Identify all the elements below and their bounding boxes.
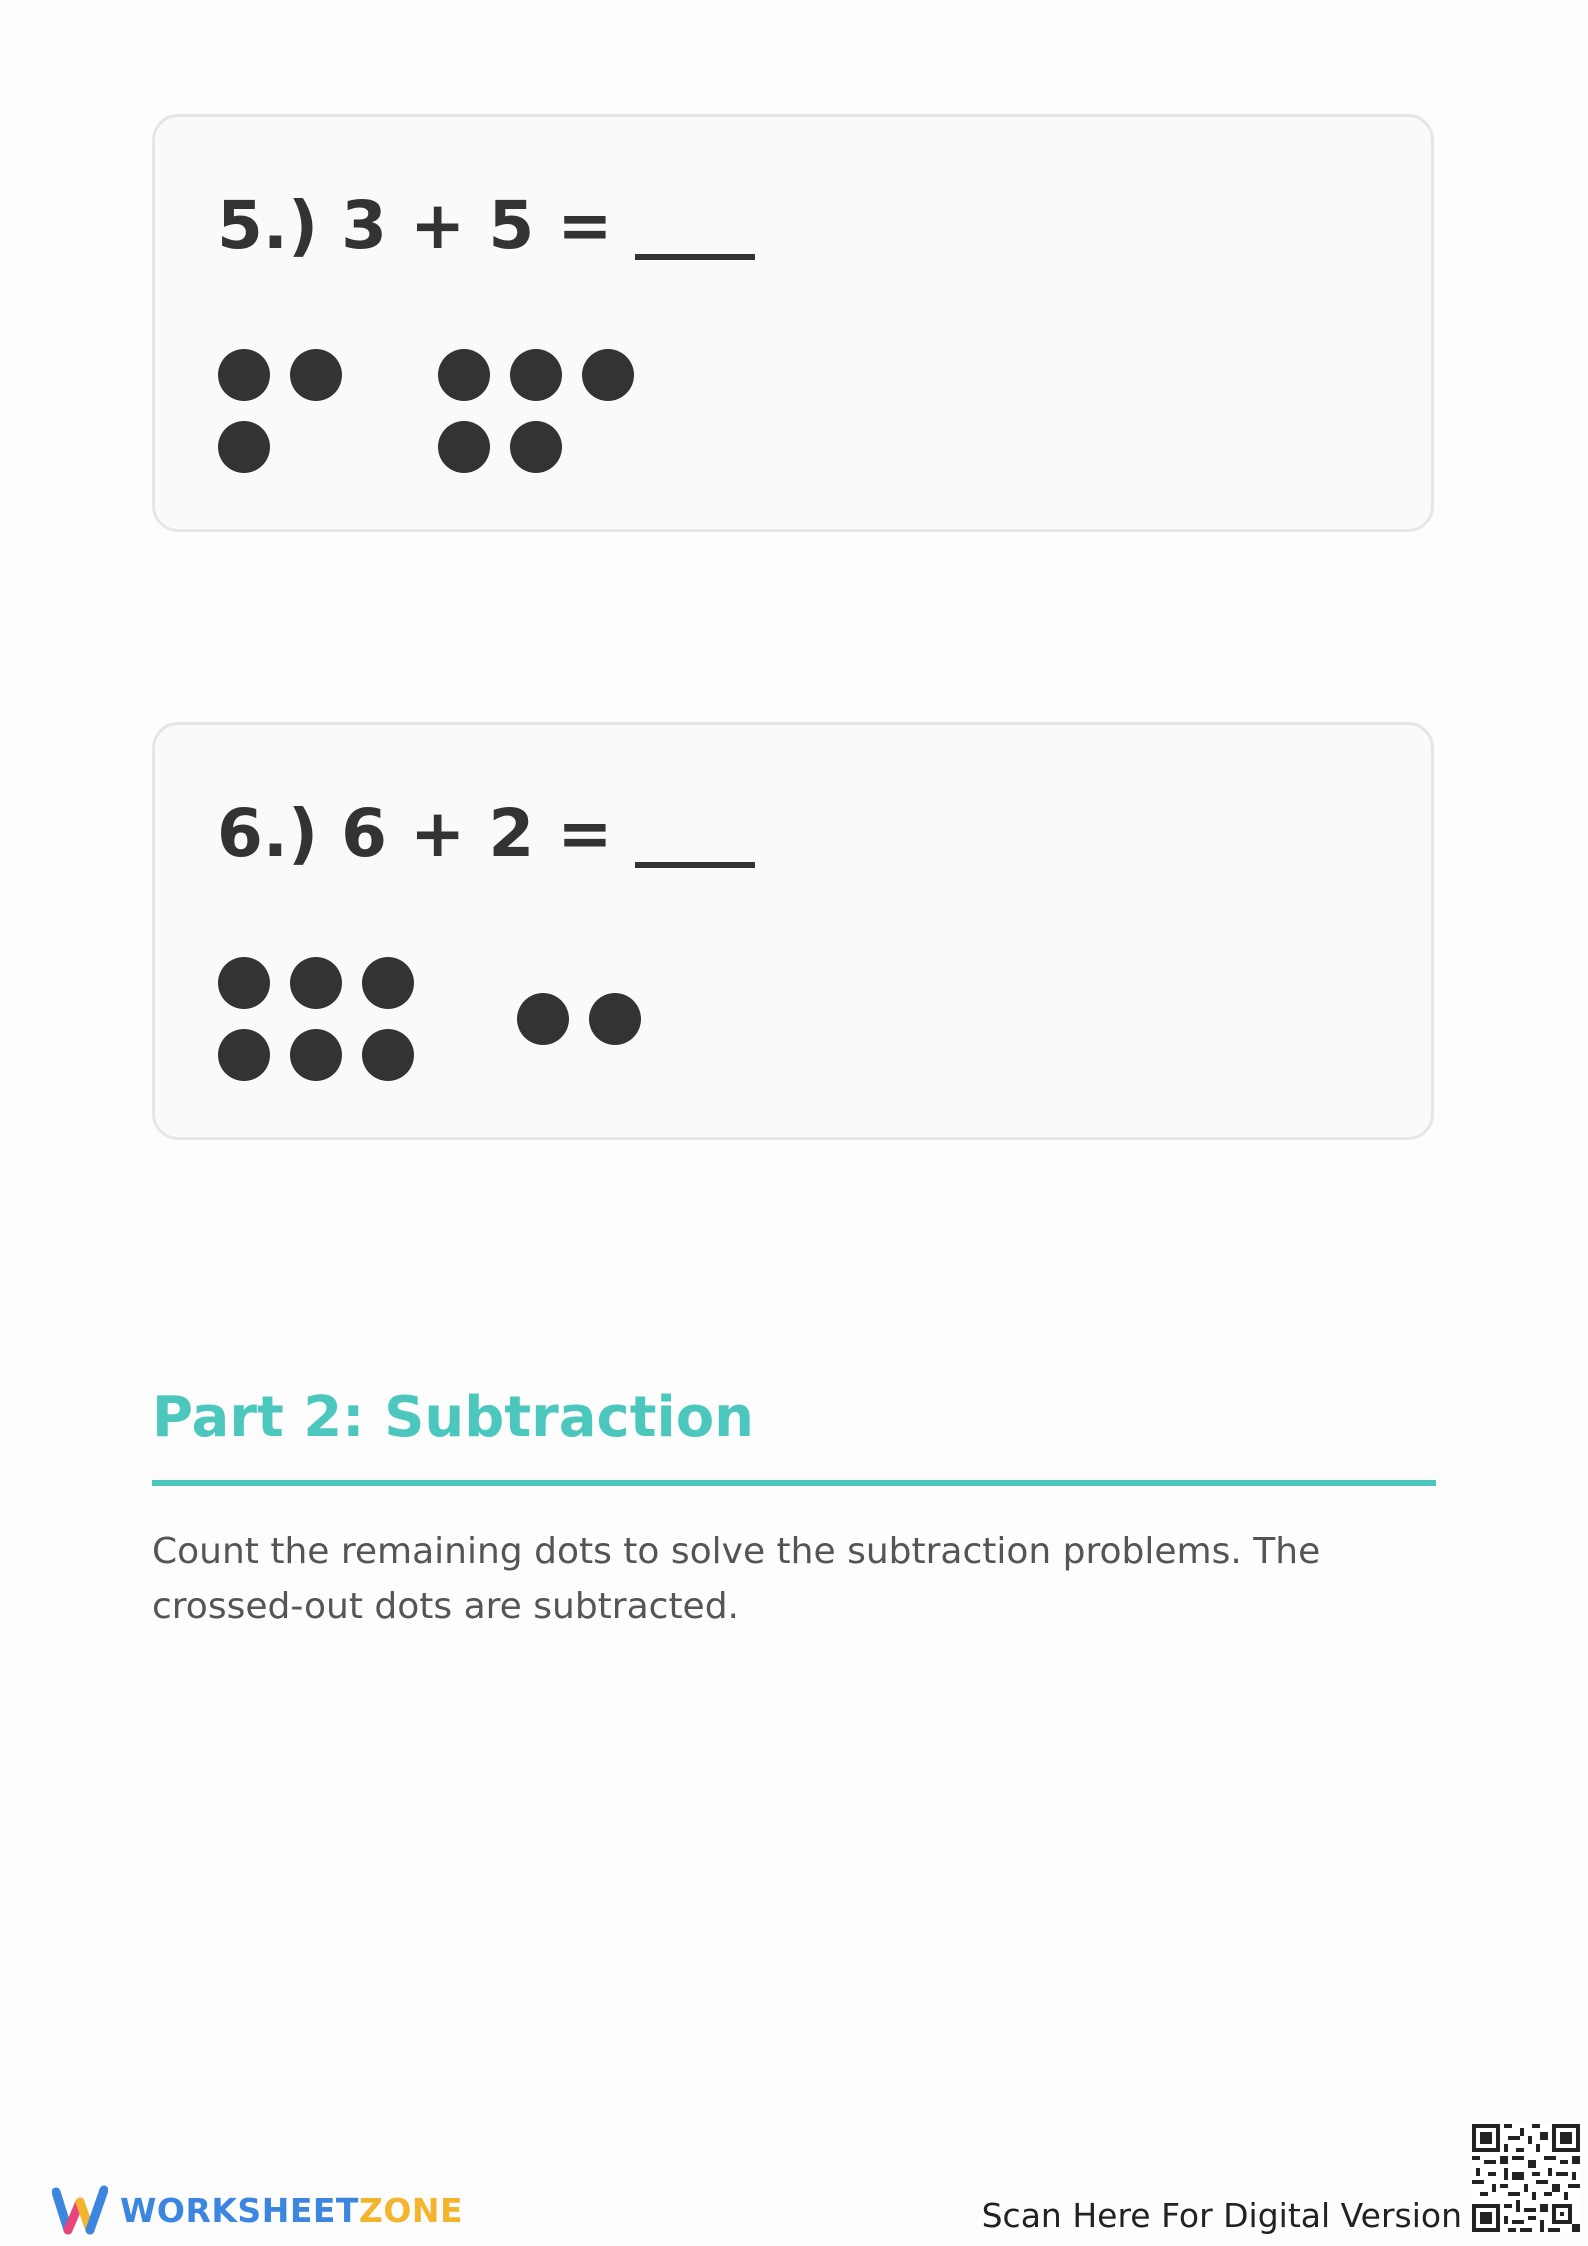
dot: [362, 1029, 414, 1081]
dot: [218, 421, 270, 473]
dot: [438, 421, 490, 473]
dot: [510, 349, 562, 401]
dot: [290, 957, 342, 1009]
instructions-text: Count the remaining dots to solve the subtraction problems. The crossed-out dots are subtracted.: [152, 1531, 1321, 1627]
problem-5-dots: [155, 117, 1431, 529]
brand-name-part2: ZONE: [358, 2190, 464, 2230]
brand-name: [120, 2191, 463, 2230]
dot: [290, 1029, 342, 1081]
problem-card-6: [152, 722, 1434, 1140]
dot: [582, 349, 634, 401]
qr-code-icon[interactable]: [1472, 2124, 1580, 2232]
section-divider: [152, 1480, 1436, 1486]
problem-5-equation-text: 5.) 3 + 5 =: [217, 187, 613, 264]
scan-caption: Scan Here For Digital Version: [981, 2196, 1462, 2235]
brand-name-part1: WORKSHEET: [120, 2190, 359, 2230]
dot: [517, 993, 569, 1045]
dot: [218, 957, 270, 1009]
w-logo-icon: [52, 2182, 108, 2238]
dot: [362, 957, 414, 1009]
problem-6-equation-text: 6.) 6 + 2 =: [217, 795, 613, 872]
dot: [438, 349, 490, 401]
section-title: Part 2: Subtraction: [152, 1385, 755, 1450]
problem-card-5: [152, 114, 1434, 532]
problem-6-dots: [155, 725, 1431, 1137]
dot: [510, 421, 562, 473]
dot: [218, 1029, 270, 1081]
dot: [290, 349, 342, 401]
worksheetzone-logo[interactable]: [52, 2180, 463, 2240]
dot: [589, 993, 641, 1045]
dot: [218, 349, 270, 401]
